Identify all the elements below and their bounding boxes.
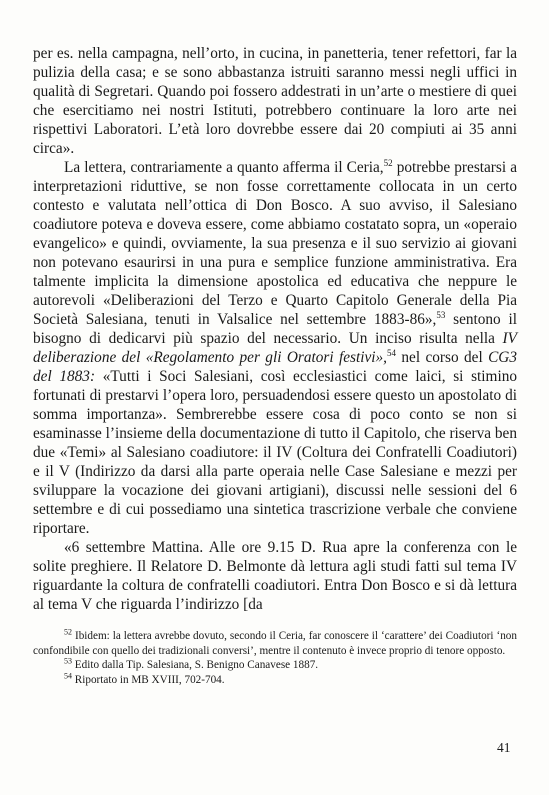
footnote-ref-53: 53 (436, 309, 446, 320)
footnotes (33, 629, 517, 687)
italic-title: IV deliberazione del «Regolamento per gli Oratori festivi», (33, 330, 517, 366)
paragraph-2-text: nel corso del (396, 349, 489, 366)
paragraph-2-text: potrebbe prestarsi a interpretazioni riduttive, se non fosse correttamente collocata in un certo contesto e valutata nell’ottica di Don Bosco. A suo avviso, il Salesiano coadiutore poteva e doveva essere, come abbiamo costatato sopra, un «operaio evangelico» e quindi, ovviamente, la sua presenza e il suo servizio ai giovani non potevano esaurirsi in una pura e semplice funzione amministrativa. Era talmente implicita la dimensione apostolica ed educativa che neppure le autorevoli «Deliberazioni del Terzo e Quarto Capitolo Generale della Pia Società Salesiana, tenuti in Valsalice nel settembre 1883-86», (33, 159, 517, 328)
page-number: 41 (497, 740, 511, 755)
paragraph-1: per es. nella campagna, nell’orto, in cucina, in panetteria, tener refettori, far la pulizia della casa; e se sono abbastanza istruiti saranno messi negli uffici in qualità di Segretari. Quando poi fossero addestrati in un’arte o mestiere di quei che esercitiamo nei nostri Istituti, potrebbero continuare la loro arte nei rispettivi Laboratori. L’età loro dovrebbe essere dai 20 compiuti ai 35 anni circa». (33, 45, 517, 157)
footnote-53 (33, 658, 517, 673)
footnote-52 (33, 629, 517, 658)
footnote-ref-54: 54 (387, 347, 396, 358)
footnote-54 (33, 670, 517, 688)
paragraph-2-text: La lettera, contrariamente a quanto afferma il Ceria, (64, 159, 384, 176)
paragraph-3: «6 settembre Mattina. Alle ore 9.15 D. Rua apre la conferenza con le solite preghiere. Il Relatore D. Belmonte dà lettura agli studi fatti sul tema IV riguardante la coltura de confratelli coadiutori. Entra Don Bosco e si dà lettura al tema V che riguarda l’indirizzo [da (33, 539, 517, 613)
footnote-number: 53 (64, 656, 72, 666)
paragraph-2 (33, 158, 517, 538)
paragraph-2-text: «Tutti i Soci Salesiani, così ecclesiastici come laici, si stimino fortunati di prestarvi l’opera loro, persuadendosi essere questo un apostolato di somma importanza». Sembrerebbe essere cosa di poco conto se non si esaminasse l’insieme della documentazione di tutto il Capitolo, che riserva ben due «Temi» al Salesiano coadiutore: il IV (Coltura dei Confratelli Coadiutori) e il V (Indirizzo da darsi alla parte operaia nelle Case Salesiane e mezzi per sviluppare la vocazione dei giovani artigiani), discussi nelle sessioni del 6 settembre e di cui possediamo una sintetica trascrizione verbale che conviene riportare. (33, 368, 517, 537)
italic-title: CG3 del 1883: (33, 349, 517, 385)
footnote-number: 54 (64, 670, 72, 680)
footnote-ref-52: 52 (383, 157, 393, 168)
body-text (33, 44, 517, 614)
footnote-text: Riportato in MB XVIII, 702-704. (72, 673, 225, 686)
footnote-text: Edito dalla Tip. Salesiana, S. Benigno Canavese 1887. (72, 659, 319, 671)
footnote-text: Ibidem: la lettera avrebbe dovuto, secondo il Ceria, far conoscere il ‘carattere’ dei Coadiutori ‘non confondibile con quello dei tradizionali conversi’, mentre il contenuto è invece proprio di tenore opposto. (33, 630, 517, 657)
paragraph-2-text: sentono il bisogno di dedicarvi più spazio del necessario. Un inciso risulta nella (33, 311, 517, 347)
footnote-number: 52 (64, 627, 72, 637)
